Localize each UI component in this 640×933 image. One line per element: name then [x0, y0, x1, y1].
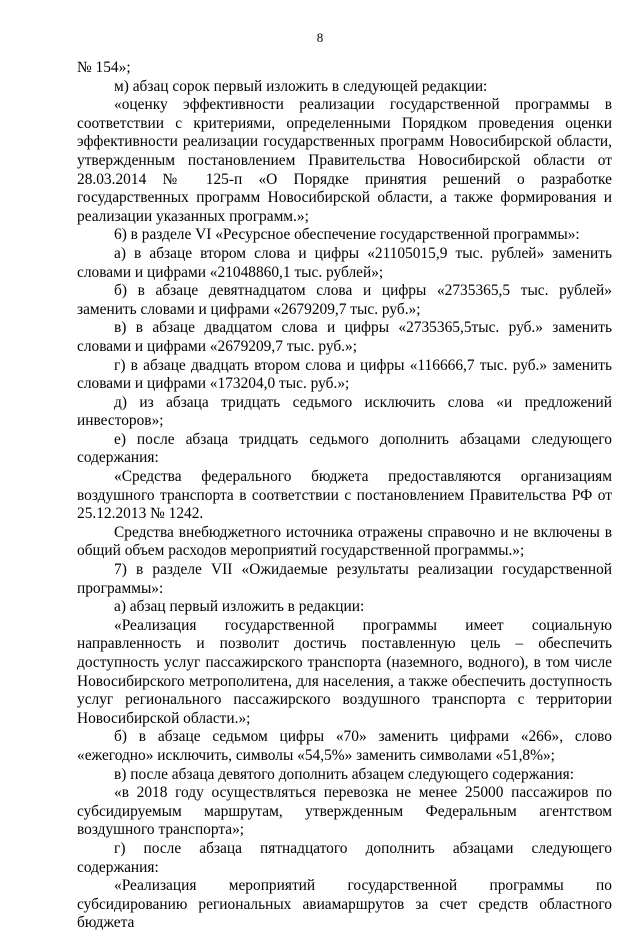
- paragraph: м) абзац сорок первый изложить в следующей редакции:: [114, 77, 488, 95]
- paragraph: «в 2018 году осуществляться перевозка не менее 25000 пассажиров по субсидируемым маршрутам, утвержденным Федеральным агентством воздушного транспорта»;: [77, 784, 612, 839]
- paragraph: г) в абзаце двадцать втором слова и цифры «116666,7 тыс. руб.» заменить словами и цифрами «173204,0 тыс. руб.»;: [77, 356, 612, 393]
- page-number: 8: [316, 30, 324, 45]
- paragraph: д) из абзаца тридцать седьмого исключить слова «и предложений инвесторов»;: [77, 393, 612, 430]
- paragraph: б) в абзаце девятнадцатом слова и цифры «2735365,5 тыс. рублей» заменить словами и цифрами «2679209,7 тыс. руб.»;: [77, 282, 612, 318]
- paragraph: а) в абзаце втором слова и цифры «21105015,9 тыс. рублей» заменить словами и цифрами «21048860,1 тыс. рублей»;: [77, 244, 612, 281]
- paragraph: а) абзац первый изложить в редакции:: [114, 598, 365, 616]
- paragraph: е) после абзаца тридцать седьмого дополнить абзацами следующего содержания:: [77, 430, 612, 467]
- paragraph: «Реализация мероприятий государственной программы по субсидированию региональных авиамаршрутов за счет средств областного бюджета: [77, 877, 612, 932]
- paragraph: в) после абзаца девятого дополнить абзацем следующего содержания:: [114, 765, 575, 783]
- paragraph: б) в абзаце седьмом цифры «70» заменить цифрами «266», слово «ежегодно» исключить, символы «54,5%» заменить символами «51,8%»;: [77, 728, 612, 764]
- paragraph: «Реализация государственной программы имеет социальную направленность и позволит достичь поставленную цель – обеспечить доступность услуг пассажирского транспорта (наземного, водного), в том числе Новосибирского метрополитена, для населения, а также обеспечить доступность услуг регионального пассажирского воздушного транспорта с территории Новосибирской области.»;: [77, 616, 612, 727]
- document-body: [77, 59, 612, 933]
- paragraph: 7) в разделе VII «Ожидаемые результаты реализации государственной программы»:: [77, 561, 612, 597]
- paragraph: в) в абзаце двадцатом слова и цифры «2735365,5тыс. руб.» заменить словами и цифрами «2679209,7 тыс. руб.»;: [77, 319, 612, 355]
- paragraph: «оценку эффективности реализации государственной программы в соответствии с критериями, определенными Порядком проведения оценки эффективности реализации государственных программ Новосибирской области, утвержденным постановлением Правительства Новосибирской области от 28.03.2014 № 125-п «О Порядке принятия решений о разработке государственных программ Новосибирской области, а также формирования и реализации указанных программ.»;: [77, 96, 612, 225]
- paragraph: № 154»;: [77, 59, 131, 76]
- paragraph: «Средства федерального бюджета предоставляются организациям воздушного транспорта в соответствии с постановлением Правительства РФ от 25.12.2013 № 1242.: [77, 468, 612, 523]
- paragraph: 6) в разделе VI «Ресурсное обеспечение государственной программы»:: [114, 226, 580, 244]
- paragraph: г) после абзаца пятнадцатого дополнить абзацами следующего содержания:: [77, 839, 612, 876]
- paragraph: Средства внебюджетного источника отражены справочно и не включены в общий объем расходов мероприятий государственной программы.»;: [77, 523, 612, 560]
